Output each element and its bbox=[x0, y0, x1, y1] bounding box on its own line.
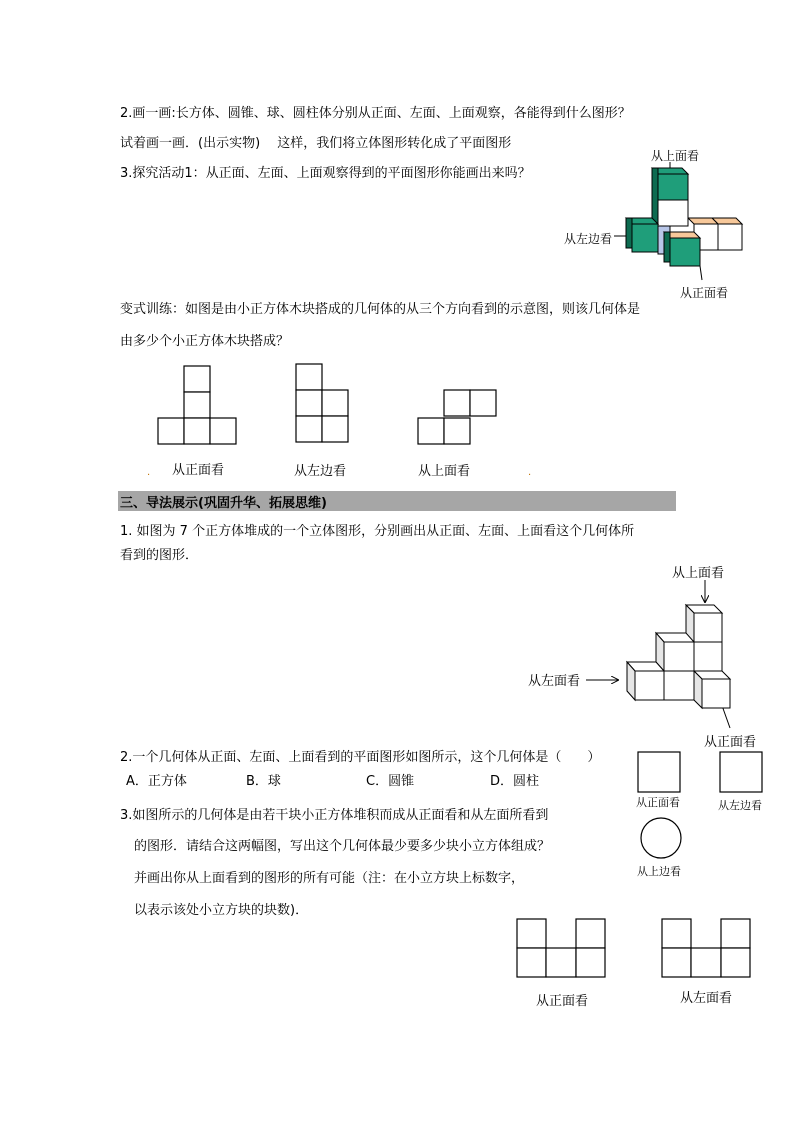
ex1-top-label: 从上面看 bbox=[672, 566, 725, 581]
mark-dot: . bbox=[528, 467, 532, 478]
ex3-line2: 的图形．请结合这两幅图，写出这个几何体最少要多少块小立方体组成？ bbox=[134, 839, 551, 854]
ex2-option-c: C．圆锥 bbox=[366, 774, 415, 789]
ex1-line2: 看到的图形． bbox=[120, 548, 199, 563]
ex2-view-front: 从正面看 bbox=[636, 796, 680, 809]
variant-label-front: 从正面看 bbox=[172, 463, 225, 478]
q3-line1: 3.探究活动1：从正面、左面、上面观察得到的平面图形你能画出来吗？ bbox=[120, 166, 531, 181]
q2-line1: 2.画一画:长方体、圆锥、球、圆柱体分别从正面、左面、上面观察，各能得到什么图形？ bbox=[120, 106, 631, 121]
ex2-question: 2.一个几何体从正面、左面、上面看到的平面图形如图所示，这个几何体是（ ） bbox=[120, 750, 601, 765]
ex3-label-left: 从左面看 bbox=[680, 991, 733, 1006]
ex2-view-top: 从上边看 bbox=[637, 865, 681, 878]
variant-line1: 变式训练：如图是由小正方体木块搭成的几何体的从三个方向看到的示意图，则该几何体是 bbox=[120, 302, 641, 317]
ex3-label-front: 从正面看 bbox=[536, 994, 589, 1009]
section-title: 三、导法展示(巩固升华、拓展思维) bbox=[120, 496, 327, 511]
q2-line2: 试着画一画．(出示实物) 这样，我们将立体图形转化成了平面图形 bbox=[120, 136, 512, 151]
variant-line2: 由多少个小正方体木块搭成？ bbox=[120, 334, 290, 349]
ex2-view-left: 从左边看 bbox=[718, 799, 762, 812]
fig1-left-label: 从左边看 bbox=[564, 232, 613, 246]
fig1-front-label: 从正面看 bbox=[680, 286, 729, 300]
ex2-option-b: B．球 bbox=[246, 774, 281, 789]
ex2-option-a: A．正方体 bbox=[126, 774, 187, 789]
fig1-top-label: 从上面看 bbox=[651, 149, 700, 163]
ex3-line1: 3.如图所示的几何体是由若干块小正方体堆积而成从正面看和从左面所看到 bbox=[120, 808, 549, 823]
ex2-option-d: D．圆柱 bbox=[490, 774, 540, 789]
ex1-left-label: 从左面看 bbox=[528, 674, 581, 689]
mark-dot: . bbox=[147, 467, 151, 478]
ex1-front-label: 从正面看 bbox=[704, 735, 757, 750]
ex1-line1: 1. 如图为 7 个正方体堆成的一个立体图形，分别画出从正面、左面、上面看这个几何体所 bbox=[120, 524, 635, 539]
variant-label-top: 从上面看 bbox=[418, 464, 471, 479]
ex3-line3: 并画出你从上面看到的图形的所有可能（注：在小立方块上标数字， bbox=[134, 871, 525, 886]
variant-label-left: 从左边看 bbox=[294, 464, 347, 479]
ex3-line4: 以表示该处小立方块的块数)． bbox=[134, 903, 309, 918]
